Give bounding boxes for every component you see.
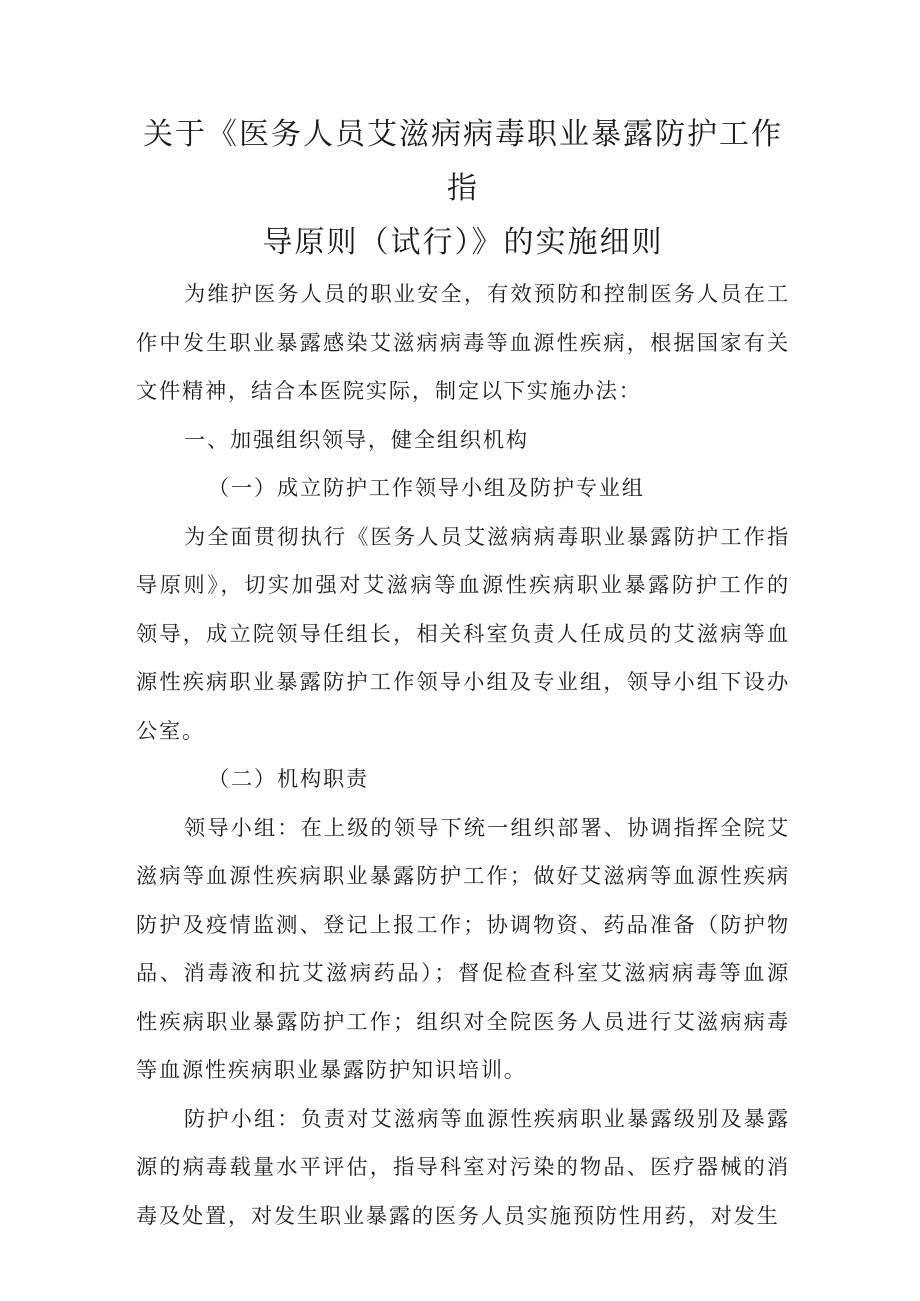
subsection-2-heading: （二）机构职责 (208, 766, 369, 791)
protection-group-paragraph: 防护小组：负责对艾滋病等血源性疾病职业暴露级别及暴露源的病毒载量水平评估，指导科室对污染的物品、医疗器械的消毒及处置，对发生职业暴露的医务人员实施预防性用药，对发生 (136, 1105, 790, 1228)
subsection-1-heading: （一）成立防护工作领导小组及防护专业组 (208, 475, 645, 500)
document-title (136, 108, 790, 270)
subsection-1-body: 为全面贯彻执行《医务人员艾滋病病毒职业暴露防护工作指导原则》，切实加强对艾滋病等血源性疾病职业暴露防护工作的领导，成立院领导任组长，相关科室负责人任成员的艾滋病等血源性疾病职业暴露防护工作领导小组及专业组，领导小组下设办公室。 (136, 523, 790, 743)
section-1-heading: 一、加强组织领导，健全组织机构 (184, 426, 529, 452)
intro-paragraph: 为维护医务人员的职业安全，有效预防和控制医务人员在工作中发生职业暴露感染艾滋病病毒等血源性疾病，根据国家有关文件精神，结合本医院实际，制定以下实施办法： (136, 281, 790, 403)
document-page (136, 108, 790, 1240)
document-title-line-2: 导原则（试行）》的实施细则 (262, 225, 664, 260)
leadership-group-paragraph: 领导小组：在上级的领导下统一组织部署、协调指挥全院艾滋病等血源性疾病职业暴露防护工作；做好艾滋病等血源性疾病防护及疫情监测、登记上报工作；协调物资、药品准备（防护物品、消毒液和抗艾滋病药品）；督促检查科室艾滋病病毒等血源性疾病职业暴露防护工作；组织对全院医务人员进行艾滋病病毒等血源性疾病职业暴露防护知识培训。 (136, 814, 790, 1082)
document-title-line-1: 关于《医务人员艾滋病病毒职业暴露防护工作指 (143, 117, 783, 206)
